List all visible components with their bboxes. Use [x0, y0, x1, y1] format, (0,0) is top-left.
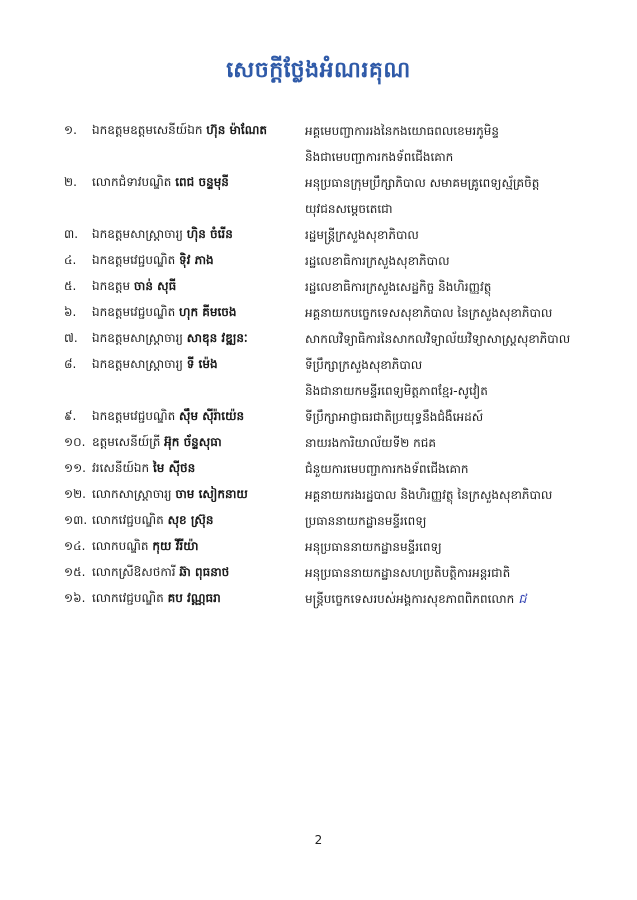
person-name: [92, 278, 304, 296]
role-line: អនុប្រធាននាយកដ្ឋានសហប្រតិបត្តិការអន្តរជាតិ: [305, 566, 511, 580]
item-number: ៧.: [64, 331, 78, 345]
page-number: 2: [314, 833, 323, 847]
list-item: [0, 534, 637, 560]
item-number: ៩.: [64, 409, 77, 423]
role-line: រដ្ឋលេខាធិការក្រសួងសេដ្ឋកិច្ច និងហិរញ្ញវត្ថុ: [305, 280, 492, 294]
list-item: [0, 404, 637, 430]
name-given: ហ៊ិន ចំរើន: [186, 227, 233, 241]
role-line: និងជាមេបញ្ជាការកងទ័ពជើងគោក: [305, 150, 454, 164]
item-number: ១៦.: [64, 591, 86, 605]
name-given: កុយ វីរីយ៉ា: [152, 539, 199, 553]
list-item: [0, 560, 637, 586]
name-given: ចាន់ សុធី: [133, 279, 177, 293]
list-item: [0, 274, 637, 300]
role-line: រដ្ឋលេខាធិការក្រសួងសុខាភិបាល: [305, 254, 450, 268]
name-prefix: លោកវេជ្ជបណ្ឌិត: [92, 591, 164, 605]
role-text: មន្ត្រីបច្ចេកទេសរបស់អង្គការសុខភាពពិភពលោក: [305, 592, 515, 606]
name-prefix: លោកជំទាវបណ្ឌិត: [92, 175, 172, 189]
item-number: ១.: [64, 123, 77, 137]
name-prefix: ឯកឧត្តមសាស្ត្រាចារ្យ: [92, 357, 183, 371]
person-name: [92, 590, 304, 608]
name-prefix: ឯកឧត្តមឧត្តមសេនីយ៍ឯក: [92, 123, 203, 137]
name-given: ហុក គីមចេង: [179, 305, 237, 319]
name-prefix: លោកវេជ្ជបណ្ឌិត: [92, 513, 164, 527]
name-given: ចាម សៀកនាយ: [175, 487, 248, 501]
role-line: [305, 590, 605, 616]
name-prefix: ឯកឧត្តមវេជ្ជបណ្ឌិត: [92, 409, 176, 423]
person-name: [92, 252, 304, 270]
person-role: [305, 122, 605, 174]
name-given: ទី ម៉េង: [186, 357, 218, 371]
role-line: និងជានាយកមន្ទីរពេទ្យមិត្តភាពខ្មែរ-សូវៀត: [305, 384, 488, 398]
handwritten-initial-mark: ជ: [518, 592, 527, 607]
name-given: ស៊ឹម ស៊ីរ៉ាយ៉េន: [179, 409, 245, 423]
person-name: [92, 122, 304, 140]
item-number: ១២.: [64, 487, 86, 501]
role-line: ប្រធាននាយកដ្ឋានមន្ទីរពេទ្យ: [305, 514, 427, 528]
list-item: [0, 222, 637, 248]
item-number: ៥.: [64, 279, 77, 293]
list-item: [0, 508, 637, 534]
list-item: [0, 326, 637, 352]
list-item: [0, 170, 637, 222]
list-item: [0, 248, 637, 274]
item-number: ៤.: [64, 253, 77, 267]
list-item: [0, 456, 637, 482]
name-given: អ៊ុក ច័ន្ទសុធា: [164, 435, 222, 449]
person-name: [92, 304, 304, 322]
role-line: អនុប្រធាននាយកដ្ឋានមន្ទីរពេទ្យ: [305, 540, 442, 554]
role-line: អគ្គនាយកបច្ចេកទេសសុខាភិបាល នៃក្រសួងសុខាភិបាល: [305, 306, 553, 320]
list-item: [0, 586, 637, 612]
item-number: ១០.: [64, 435, 86, 449]
role-line: រដ្ឋមន្ត្រីក្រសួងសុខាភិបាល: [305, 228, 419, 242]
person-role: [305, 590, 605, 616]
role-line: អគ្គមេបញ្ជាការរងនៃកងយោធពលខេមរភូមិន្ទ: [305, 124, 500, 138]
item-number: ២.: [64, 175, 77, 189]
name-given: សុខ ស្រ៊ុន: [167, 513, 214, 527]
name-prefix: លោកបណ្ឌិត: [92, 539, 149, 553]
list-item: [0, 352, 637, 404]
item-number: ១១.: [64, 461, 86, 475]
name-prefix: ឯកឧត្តមសាស្ត្រាចារ្យ: [92, 331, 183, 345]
role-line: អនុប្រធានក្រុមប្រឹក្សាភិបាល សមាគមគ្រូពេទ្យស្ម័គ្រចិត្ត: [305, 176, 540, 190]
name-given: មៃ ស៊ីថន: [152, 461, 196, 475]
name-given: ទ៉ិវ ភាង: [179, 253, 214, 267]
name-prefix: ឧត្តមសេនីយ៍ត្រី: [92, 435, 161, 449]
role-line: ជំនួយការមេបញ្ជាការកងទ័ពជើងគោក: [305, 462, 469, 476]
role-line: អគ្គនាយករងរដ្ឋបាល និងហិរញ្ញវត្ថុ នៃក្រសួងសុខាភិបាល: [305, 488, 553, 502]
name-prefix: ឯកឧត្តមវេជ្ជបណ្ឌិត: [92, 305, 176, 319]
list-item: [0, 482, 637, 508]
name-given: ហ៊ុន ម៉ាណែត: [206, 123, 268, 137]
name-given: ពេជ ចន្ទមុនី: [175, 175, 229, 189]
acknowledgement-list: [0, 118, 637, 612]
person-name: [92, 564, 304, 582]
list-item: [0, 430, 637, 456]
name-given: គប វណ្ណធរា: [167, 591, 221, 605]
item-number: ៣.: [64, 227, 79, 241]
role-line: ទីប្រឹក្សាអាជ្ញាធរជាតិប្រយុទ្ធនឹងជំងឺអេដស៍: [305, 410, 484, 424]
person-role: [305, 174, 605, 226]
person-name: [92, 512, 304, 530]
list-item: [0, 118, 637, 170]
list-item: [0, 300, 637, 326]
name-prefix: លោកស្រីឱសថការី: [92, 565, 176, 579]
person-name: [92, 226, 304, 244]
name-prefix: ឯកឧត្តមសាស្ត្រាចារ្យ: [92, 227, 183, 241]
role-line: សាកលវិទ្យាធិការនៃសាកលវិទ្យាល័យវិទ្យាសាស្ត្រសុខាភិបាល: [305, 332, 571, 346]
person-name: [92, 330, 304, 348]
item-number: ៨.: [64, 357, 77, 371]
name-given: សាឌុន វឌ្ឍនៈ: [186, 331, 248, 345]
role-line: យុវជនសម្តេចតេជោ: [305, 202, 393, 216]
name-prefix: លោកសាស្ត្រាចារ្យ: [92, 487, 172, 501]
person-name: [92, 434, 304, 452]
person-name: [92, 460, 304, 478]
person-name: [92, 486, 304, 504]
person-name: [92, 538, 304, 556]
person-name: [92, 174, 304, 192]
name-prefix: វរសេនីយ៍ឯក: [92, 461, 150, 475]
name-prefix: ឯកឧត្តម: [92, 279, 131, 293]
item-number: ១៣.: [64, 513, 88, 527]
person-name: [92, 408, 304, 426]
item-number: ១៤.: [64, 539, 86, 553]
role-line: ទីប្រឹក្សាក្រសួងសុខាភិបាល: [305, 358, 423, 372]
page-title: សេចក្តីថ្លែងអំណរគុណ: [226, 58, 411, 83]
name-prefix: ឯកឧត្តមវេជ្ជបណ្ឌិត: [92, 253, 176, 267]
person-role: [305, 356, 605, 408]
name-given: ឆ៊ា ពុធនាថ: [179, 565, 230, 579]
item-number: ៦.: [64, 305, 77, 319]
item-number: ១៥.: [64, 565, 86, 579]
person-name: [92, 356, 304, 374]
role-line: នាយរងការិយាល័យទី២ កជគ: [305, 436, 436, 450]
